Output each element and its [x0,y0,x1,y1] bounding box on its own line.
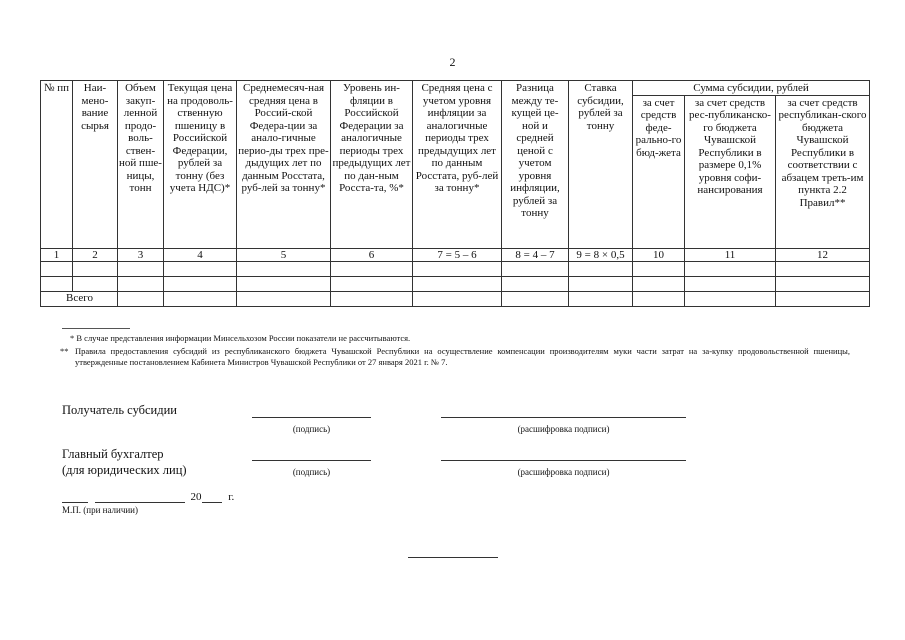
subsidy-table [40,80,870,307]
day-blank [62,490,88,503]
footnote-2 [60,346,850,368]
header-subsidy-group: Сумма субсидии, рублей [633,81,870,96]
column-number: 11 [685,248,776,261]
accountant-label: Главный бухгалтер [62,447,164,461]
recipient-signature-line [252,417,371,418]
column-number-row [41,248,870,261]
header-rate: Ставка субсидии, рублей за тонну [569,81,633,249]
page-number: 2 [449,55,456,69]
column-number: 10 [633,248,685,261]
header-inflation: Уровень ин-фляции в Российской Федерации за аналогичные периоды трех предыдущих лет по дан-ным Росста-та, %* [331,81,413,249]
header-federal: за счет средств феде-рально-го бюд-жета [633,95,685,248]
accountant-signature-line [252,460,371,461]
recipient-decoding-line [441,417,686,418]
column-number: 9 = 8 × 0,5 [569,248,633,261]
date-row [62,490,234,503]
column-number: 7 = 5 – 6 [413,248,502,261]
decoding-caption: (расшифровка подписи) [517,424,610,434]
header-average-price: Среднемесяч-ная средняя цена в Россий-ской Федера-ции за анало-гичные перио-ды трех пре-дыдущих лет по данным Росстата, руб-лей за тонну* [237,81,331,249]
year-prefix: 20 [190,491,202,503]
total-row [41,291,870,306]
accountant-decoding-line [441,460,686,461]
decoding-caption: (расшифровка подписи) [517,467,610,477]
bottom-separator [408,557,498,558]
footnote-separator [62,328,130,329]
signature-caption: (подпись) [292,424,331,434]
recipient-label: Получатель субсидии [62,403,177,417]
accountant-sublabel: (для юридических лиц) [62,463,187,477]
header-current-price: Текущая цена на продоволь-ственную пшеницу в Российской Федерации, рублей за тонну (без учета НДС)* [164,81,237,249]
header-volume: Объем закуп-ленной продо-воль-ствен-ной пше-ницы, тонн [118,81,164,249]
column-number: 1 [41,248,73,261]
table-row [41,261,870,276]
column-number: 2 [73,248,118,261]
signature-caption: (подпись) [292,467,331,477]
column-number: 4 [164,248,237,261]
column-number: 6 [331,248,413,261]
header-republic-rules: за счет средств республикан-ского бюджета Чувашской Республики в соответствии с абзацем треть-им пункта 2.2 Правил** [776,95,870,248]
table-row [41,276,870,291]
stamp-note: М.П. (при наличии) [62,505,138,515]
header-adjusted-price: Средняя цена с учетом уровня инфляции за аналогичные периоды трех предыдущих лет по данным Росстата, руб-лей за тонну* [413,81,502,249]
year-blank [202,490,222,503]
footnote-2-text: Правила предоставления субсидий из республиканского бюджета Чувашской Республики на осуществление компенсации производителям муки части затрат на за-купку продовольственной пшеницы, утвержденные постановлением Кабинета Министров Чувашской Республики от 27 января 2021 г. № 7. [75,346,850,367]
month-blank [95,490,185,503]
footnote-1: * В случае представления информации Минсельхозом России показатели не рассчитываются. [70,333,411,343]
header-difference: Разница между те-кущей це-ной и средней ценой с учетом уровня инфляции, рублей за тонну [502,81,569,249]
header-raw-material: Наи-мено-вание сырья [73,81,118,249]
column-number: 5 [237,248,331,261]
header-republic-cofinancing: за счет средств рес-публиканско-го бюджета Чувашской Республики в размере 0,1% уровня софи-нансирования [685,95,776,248]
column-number: 12 [776,248,870,261]
year-suffix: г. [228,491,235,503]
column-number: 3 [118,248,164,261]
column-number: 8 = 4 – 7 [502,248,569,261]
footnote-2-mark: ** [60,346,69,356]
header-row-top [41,81,870,96]
total-label: Всего [41,291,118,306]
header-number: № пп [41,81,73,249]
